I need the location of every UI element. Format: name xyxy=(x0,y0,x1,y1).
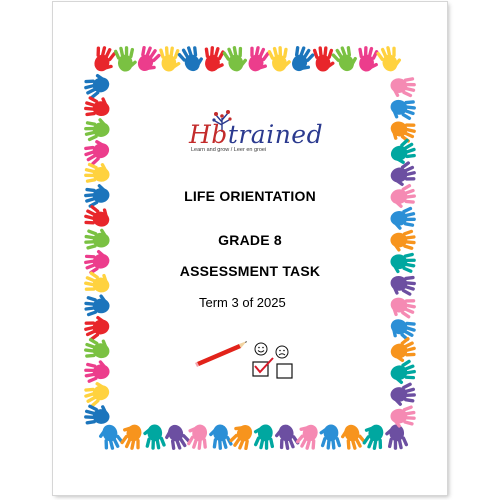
hand-print-border xyxy=(53,2,447,495)
hand-print-icon xyxy=(81,202,113,232)
logo-trained: trained xyxy=(227,120,324,149)
hand-print-icon xyxy=(117,421,146,452)
hand-print-icon xyxy=(226,420,258,453)
hand-print-icon xyxy=(387,314,419,345)
hand-print-icon xyxy=(161,421,192,454)
hand-print-icon xyxy=(330,42,361,75)
hand-print-icon xyxy=(389,381,418,407)
hand-print-icon xyxy=(84,294,110,317)
hand-print-icon xyxy=(388,358,418,386)
hand-print-icon xyxy=(389,74,417,100)
pencil-icon xyxy=(195,341,247,367)
hand-print-icon xyxy=(82,335,112,363)
hand-print-icon xyxy=(355,45,381,73)
hand-print-icon xyxy=(83,359,110,384)
hand-print-icon xyxy=(387,335,419,365)
hbtrained-logo xyxy=(185,108,325,156)
hand-print-icon xyxy=(83,160,111,186)
hand-print-icon xyxy=(132,43,164,76)
hand-print-icon xyxy=(319,424,342,449)
task-title: ASSESSMENT TASK xyxy=(179,263,321,279)
hand-print-icon xyxy=(142,424,166,451)
hand-print-icon xyxy=(81,71,113,101)
hand-print-icon xyxy=(82,93,111,120)
hand-print-icon xyxy=(221,43,250,74)
hand-print-icon xyxy=(80,136,113,167)
hand-print-icon xyxy=(337,421,367,453)
hand-print-icon xyxy=(158,46,181,72)
hand-print-icon xyxy=(389,206,417,232)
hand-print-icon xyxy=(113,45,138,73)
hand-print-icon xyxy=(387,116,418,146)
hand-print-icon xyxy=(387,137,420,168)
grade-title: GRADE 8 xyxy=(218,232,282,248)
hand-print-icon xyxy=(388,95,418,123)
smiley-happy-icon xyxy=(255,343,267,355)
logo-tagline: Learn and grow / Leer en groei xyxy=(191,147,267,153)
hand-print-icon xyxy=(81,378,113,409)
smiley-sad-icon xyxy=(276,346,288,358)
hand-print-icon xyxy=(176,42,207,74)
hand-print-icon xyxy=(388,160,419,190)
subject-title: LIFE ORIENTATION xyxy=(184,188,316,204)
hand-print-icon xyxy=(83,117,111,143)
hand-print-icon xyxy=(207,423,234,452)
hand-print-icon xyxy=(360,422,389,453)
checkbox-empty-icon xyxy=(277,364,292,378)
logo-wordmark xyxy=(189,122,323,147)
hand-print-icon xyxy=(387,293,418,322)
term-label: Term 3 of 2025 xyxy=(199,295,286,310)
hand-print-icon xyxy=(184,422,211,451)
hand-print-icon xyxy=(384,423,409,451)
hand-print-icon xyxy=(267,45,293,73)
hand-print-icon xyxy=(252,423,277,451)
hand-print-icon xyxy=(201,45,228,74)
cover-page xyxy=(53,2,447,495)
logo-hb: Hb xyxy=(189,120,228,149)
hand-print-icon xyxy=(83,402,112,428)
hand-print-icon xyxy=(89,43,119,75)
hand-print-icon xyxy=(287,43,318,76)
hand-print-icon xyxy=(96,422,126,454)
hand-print-icon xyxy=(272,422,301,453)
hand-print-icon xyxy=(81,313,112,343)
assessment-sketch xyxy=(193,332,293,388)
hand-print-icon xyxy=(313,46,336,71)
hand-print-icon xyxy=(293,421,323,453)
hand-print-icon xyxy=(243,44,272,75)
checkbox-checked-icon xyxy=(253,358,273,376)
hand-print-icon xyxy=(375,43,404,74)
